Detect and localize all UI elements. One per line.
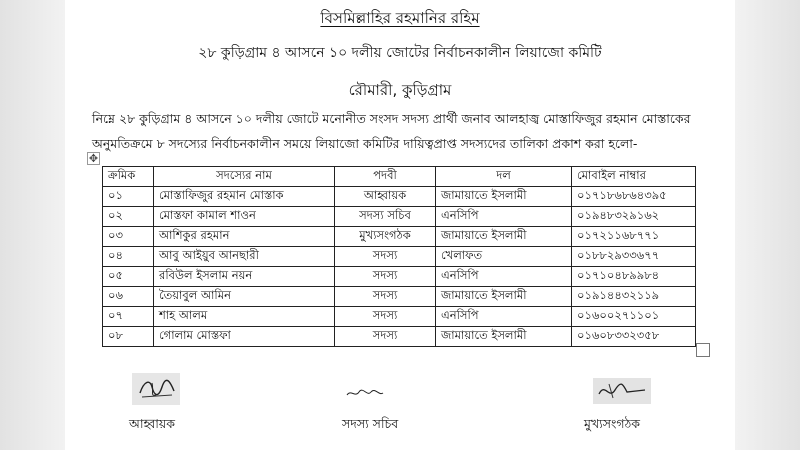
member-secretary-signature: [345, 386, 385, 402]
intro-paragraph-line-1: নিম্নে ২৮ কুড়িগ্রাম ৪ আসনে ১০ দলীয় জোটে মনোনীত সংসদ সদস্য প্রার্থী জনাব আলহাজ্ব মোস্তাফিজুর রহমান মোস্তাকের: [92, 111, 691, 126]
header-mobile: মোবাইল নাম্বার: [572, 167, 696, 187]
chief-organizer-signature: [593, 378, 651, 404]
table-header-row: [103, 167, 696, 187]
cell-serial: ০৭: [103, 307, 154, 327]
committee-title: ২৮ কুড়িগ্রাম ৪ আসনে ১০ দলীয় জোটের নির্বাচনকালীন লিয়াজো কমিটি: [198, 45, 602, 61]
cell-party: জামায়াতে ইসলামী: [436, 227, 572, 247]
table-row: [103, 247, 696, 267]
cell-designation: সদস্য: [335, 287, 436, 307]
cell-mobile: ০১৯১৪৪৩২১১৯: [572, 287, 696, 307]
cell-mobile: ০১৬০০২৭১১০১: [572, 307, 696, 327]
table-resize-handle-icon[interactable]: [696, 343, 710, 357]
cell-name: আবু আইয়ুব আনছারী: [154, 247, 335, 267]
signature-label-chief-organizer: মুখ্যসংগঠক: [584, 416, 641, 431]
cell-name: তৈয়াবুল আমিন: [154, 287, 335, 307]
cell-mobile: ০১৭২১১৬৮৭৭১: [572, 227, 696, 247]
cell-name: শাহ আলম: [154, 307, 335, 327]
table-row: [103, 207, 696, 227]
table-row: [103, 187, 696, 207]
header-serial: ক্রমিক: [103, 167, 154, 187]
cell-serial: ০৮: [103, 327, 154, 347]
cell-designation: আহ্বায়ক: [335, 187, 436, 207]
cell-party: জামায়াতে ইসলামী: [436, 287, 572, 307]
cell-name: মোস্তাফিজুর রহমান মোস্তাক: [154, 187, 335, 207]
cell-mobile: ০১৭১০৪৮৯৯৮৪: [572, 267, 696, 287]
cell-party: জামায়াতে ইসলামী: [436, 187, 572, 207]
cell-mobile: ০১৮৮২৯৩৩৬৭৭: [572, 247, 696, 267]
cell-designation: সদস্য সচিব: [335, 207, 436, 227]
convener-signature: [132, 373, 180, 405]
cell-mobile: ০১৬০৮৩৩২৩৫৮: [572, 327, 696, 347]
right-margin: [735, 0, 800, 450]
cell-designation: সদস্য: [335, 247, 436, 267]
location-heading: রৌমারী, কুড়িগ্রাম: [348, 81, 452, 99]
cell-party: এনসিপি: [436, 307, 572, 327]
committee-members-table: [102, 166, 696, 347]
table-move-handle-icon[interactable]: ✥: [88, 152, 99, 165]
cell-serial: ০৪: [103, 247, 154, 267]
header-party: দল: [436, 167, 572, 187]
cell-name: মোস্তফা কামাল শাওন: [154, 207, 335, 227]
cell-designation: সদস্য: [335, 307, 436, 327]
cell-party: এনসিপি: [436, 267, 572, 287]
cell-designation: সদস্য: [335, 267, 436, 287]
table-row: [103, 287, 696, 307]
bismillah-heading: বিসমিল্লাহির রহমানির রহিম: [320, 9, 480, 27]
cell-designation: সদস্য: [335, 327, 436, 347]
cell-party: খেলাফত: [436, 247, 572, 267]
cell-serial: ০২: [103, 207, 154, 227]
signature-label-convener: আহ্বায়ক: [129, 416, 175, 431]
cell-name: গোলাম মোস্তফা: [154, 327, 335, 347]
cell-serial: ০৬: [103, 287, 154, 307]
cell-serial: ০৫: [103, 267, 154, 287]
header-designation: পদবী: [335, 167, 436, 187]
document-page: [65, 0, 735, 450]
left-margin: [0, 0, 65, 450]
signature-label-member-secretary: সদস্য সচিব: [342, 416, 399, 431]
table-row: [103, 267, 696, 287]
cell-serial: ০১: [103, 187, 154, 207]
table-row: [103, 307, 696, 327]
cell-designation: মুখ্যসংগঠক: [335, 227, 436, 247]
cell-serial: ০৩: [103, 227, 154, 247]
cell-party: এনসিপি: [436, 207, 572, 227]
table-row: [103, 227, 696, 247]
table-row: [103, 327, 696, 347]
header-name: সদস্যের নাম: [154, 167, 335, 187]
cell-name: আশিকুর রহমান: [154, 227, 335, 247]
cell-mobile: ০১৯৪৮৩২৯১৬২: [572, 207, 696, 227]
cell-mobile: ০১৭১৮৬৮৬৪৩৯৫: [572, 187, 696, 207]
cell-name: রবিউল ইসলাম নয়ন: [154, 267, 335, 287]
intro-paragraph-line-2: অনুমতিক্রমে ৮ সদস্যের নির্বাচনকালীন সময়ে লিয়াজো কমিটির দায়িত্বপ্রাপ্ত সদস্যদের তালিকা প্রকাশ করা হলো-: [92, 136, 638, 151]
cell-party: জামায়াতে ইসলামী: [436, 327, 572, 347]
